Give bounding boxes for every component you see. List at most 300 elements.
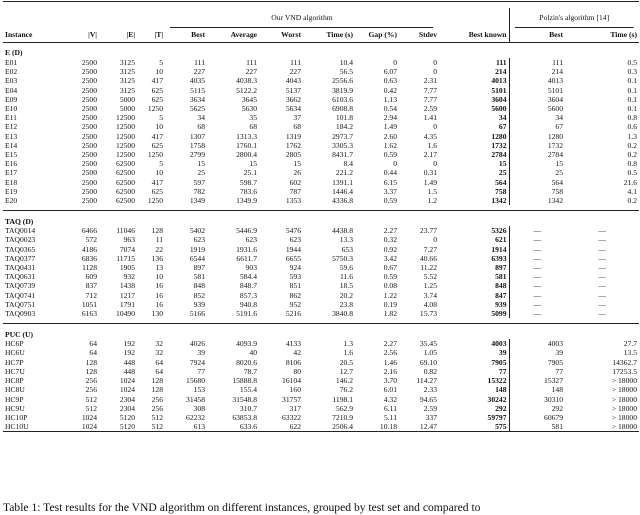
table-cell: — <box>533 281 542 291</box>
table-cell: 128 <box>151 226 163 236</box>
table-cell: 1.82 <box>383 309 397 319</box>
table-cell: 4038.3 <box>236 76 257 86</box>
table-cell: 5216 <box>285 309 301 319</box>
table-cell: 77 <box>197 366 205 376</box>
table-cell: 2500 <box>81 76 97 86</box>
column-header: Best known <box>439 28 509 43</box>
table-cell: 625 <box>151 186 163 196</box>
table-cell: E01 <box>5 58 18 67</box>
table-cell: 62500 <box>116 186 135 196</box>
table-cell: 37 <box>293 113 301 123</box>
table-cell: — <box>533 290 542 300</box>
table-cell: 1.25 <box>423 281 437 291</box>
table-cell: — <box>598 309 606 319</box>
table-cell: 2556.6 <box>332 76 353 86</box>
column-header-row <box>3 28 639 43</box>
table-cell: HC6U <box>5 348 25 358</box>
table-cell: E18 <box>5 177 18 187</box>
table-cell: — <box>598 281 606 291</box>
table-row <box>3 235 639 244</box>
table-cell: 564 <box>551 177 563 187</box>
table-cell: 5000 <box>119 104 135 114</box>
table-cell: > 18000 <box>611 394 637 404</box>
table-cell: 1250 <box>147 196 163 206</box>
table-cell: 5099 <box>439 309 509 318</box>
table-cell: > 18000 <box>565 422 639 432</box>
table-cell: 12500 <box>116 150 135 160</box>
table-cell: 0.59 <box>383 196 397 206</box>
table-cell: 15327 <box>544 376 563 386</box>
table-cell: 2500 <box>81 150 97 160</box>
table-cell: 512 <box>85 394 97 404</box>
table-cell: 623 <box>289 235 301 245</box>
table-cell: 622 <box>259 422 303 432</box>
table-cell: 4.35 <box>423 131 437 141</box>
table-cell: — <box>533 299 542 309</box>
table-cell: 6908.8 <box>332 104 353 114</box>
table-cell: 3840.8 <box>332 309 353 319</box>
table-cell: 0.8 <box>627 159 637 169</box>
table-cell: 851 <box>289 281 301 291</box>
table-cell: 0 <box>393 159 397 169</box>
table-cell: 0.2 <box>627 140 637 150</box>
table-cell: 62500 <box>116 168 135 178</box>
table-cell: 337 <box>425 412 437 422</box>
table-cell: 564 <box>439 178 509 187</box>
table-cell: TAQ0903 <box>5 309 36 319</box>
table-cell: 0.5 <box>627 58 637 67</box>
table-cell: 292 <box>551 403 563 413</box>
table-cell: 148 <box>551 385 563 395</box>
table-cell: 3819.9 <box>332 85 353 95</box>
table-cell: 0.5 <box>627 168 637 178</box>
results-table-container <box>3 1 639 514</box>
table-cell: 572 <box>85 235 97 245</box>
table-caption: Table 1: Test results for the VND algorithm on different instances, grouped by test set and compared to <box>3 501 481 514</box>
table-cell: 0 <box>433 58 437 67</box>
table-cell: TAQ0741 <box>5 290 36 300</box>
table-cell: 308 <box>193 403 205 413</box>
table-cell: 17253.5 <box>612 366 637 376</box>
table-cell: 448 <box>123 357 135 367</box>
table-row <box>3 367 639 376</box>
table-cell: 15 <box>249 159 257 169</box>
table-cell: 27.7 <box>623 339 637 349</box>
table-cell: 1217 <box>119 290 135 300</box>
table-cell: 5476 <box>285 226 301 236</box>
table-cell: 862 <box>289 290 301 300</box>
table-cell: 2500 <box>81 122 97 132</box>
table-cell: 64 <box>155 357 163 367</box>
table-cell: — <box>598 299 606 309</box>
table-cell: 613 <box>165 422 207 432</box>
table-cell: 5600 <box>547 104 563 114</box>
table-cell: 34 <box>555 113 563 123</box>
table-cell: 3.42 <box>383 253 397 263</box>
table-cell: — <box>533 309 542 319</box>
table-cell: 40.66 <box>419 253 437 263</box>
table-cell: 155.4 <box>239 385 257 395</box>
table-cell: 35 <box>249 113 257 123</box>
table-cell: 10 <box>155 122 163 132</box>
table-cell: 1128 <box>82 263 97 273</box>
table-cell: 903 <box>245 263 257 273</box>
table-cell: 5101 <box>547 85 563 95</box>
table-cell: 13.3 <box>339 235 353 245</box>
table-cell: 5634 <box>285 104 301 114</box>
table-cell: 4003 <box>547 339 563 349</box>
table-cell: 625 <box>151 94 163 104</box>
column-header: Worst <box>259 28 303 43</box>
table-cell: 136 <box>151 253 163 263</box>
table-cell: 897 <box>193 263 205 273</box>
section-title-row <box>3 329 639 339</box>
table-cell: 5137 <box>285 85 301 95</box>
table-cell: 8.4 <box>343 159 353 169</box>
table-cell: 1.22 <box>383 290 397 300</box>
table-cell: 15322 <box>439 376 509 385</box>
table-cell: 20.5 <box>339 357 353 367</box>
table-cell: 5402 <box>189 226 205 236</box>
table-cell: 0.54 <box>383 104 397 114</box>
table-cell: 32 <box>155 348 163 358</box>
table-cell: 2799 <box>189 150 205 160</box>
table-cell: 848.7 <box>239 281 257 291</box>
table-cell: 2500 <box>81 140 97 150</box>
table-row <box>3 58 639 67</box>
table-cell: E14 <box>5 140 18 150</box>
table-cell: 2500 <box>81 85 97 95</box>
table-cell: 417 <box>151 76 163 86</box>
table-cell: 0.63 <box>383 76 397 86</box>
table-cell: 8431.7 <box>332 150 353 160</box>
table-cell: HC7U <box>5 366 25 376</box>
table-cell: 2500 <box>81 168 97 178</box>
table-cell: 2973.7 <box>332 131 353 141</box>
polzin-group-header: Polzin's algorithm [14] <box>509 8 639 28</box>
table-cell: E20 <box>5 196 18 206</box>
table-cell: 952 <box>289 299 301 309</box>
table-cell: — <box>533 244 542 254</box>
table-cell: 1.2 <box>427 196 437 206</box>
table-cell: 12500 <box>116 122 135 132</box>
table-cell: 2.31 <box>423 76 437 86</box>
table-cell: > 18000 <box>611 403 637 413</box>
table-cell: E13 <box>5 131 18 141</box>
table-cell: 1250 <box>147 150 163 160</box>
table-cell: 417 <box>151 131 163 141</box>
table-cell: HC10U <box>3 422 65 432</box>
table-row <box>3 339 639 348</box>
table-cell: 6393 <box>439 254 509 263</box>
table-row <box>3 196 639 205</box>
table-cell: E19 <box>5 186 18 196</box>
table-cell: 5191.6 <box>236 309 257 319</box>
table-cell: 3645 <box>241 94 257 104</box>
table-cell: 1.46 <box>383 357 397 367</box>
table-cell: 0.2 <box>627 196 637 206</box>
table-cell: 0 <box>433 235 437 245</box>
table-cell: 0.42 <box>383 85 397 95</box>
table-cell: 5166 <box>189 309 205 319</box>
table-cell: 4.08 <box>423 299 437 309</box>
table-cell: 3604 <box>547 94 563 104</box>
table-cell: 64 <box>89 339 97 349</box>
table-cell: — <box>533 263 542 273</box>
table-cell: 581 <box>509 422 565 432</box>
table-cell: 1758 <box>189 140 205 150</box>
table-cell: 22 <box>155 244 163 254</box>
table-row <box>3 358 639 367</box>
table-cell: 2.60 <box>383 131 397 141</box>
table-cell: 2506.4 <box>303 422 355 432</box>
table-cell: 2.59 <box>423 403 437 413</box>
table-row <box>3 178 639 187</box>
table-cell: 76.2 <box>339 385 353 395</box>
table-cell: 67 <box>555 122 563 132</box>
table-cell: 1.6 <box>343 348 353 358</box>
section-title: TAQ (D) <box>5 216 34 226</box>
table-cell: 31548.8 <box>232 394 257 404</box>
table-row <box>3 254 639 263</box>
table-cell: 114.27 <box>416 376 437 386</box>
table-row <box>3 300 639 309</box>
table-cell: 6163 <box>81 309 97 319</box>
table-cell: 0.1 <box>627 94 637 104</box>
table-cell: 0.32 <box>383 235 397 245</box>
table-cell: 4186 <box>81 244 97 254</box>
table-cell: 625 <box>151 85 163 95</box>
table-row <box>3 413 639 422</box>
table-cell: 4.1 <box>627 186 637 196</box>
table-cell: 4.32 <box>383 394 397 404</box>
table-cell: 5122.2 <box>236 85 257 95</box>
table-cell: 111 <box>290 58 301 67</box>
table-cell: 1.05 <box>423 348 437 358</box>
group-header-row <box>3 8 639 28</box>
table-cell: 1024 <box>119 385 135 395</box>
table-cell: 77 <box>439 367 509 376</box>
table-cell: > 18000 <box>611 412 637 422</box>
table-cell: E15 <box>5 150 18 160</box>
table-cell: 7.27 <box>423 244 437 254</box>
table-cell: TAQ0365 <box>5 244 36 254</box>
column-header: Best <box>165 28 207 43</box>
table-cell: 4013 <box>547 76 563 86</box>
table-cell: 59797 <box>439 413 509 422</box>
table-row <box>3 86 639 95</box>
table-cell: 221.2 <box>335 168 353 178</box>
table-cell: 939 <box>193 299 205 309</box>
table-cell: 5.52 <box>423 272 437 282</box>
table-cell: 4438.8 <box>332 226 353 236</box>
table-cell: 2.27 <box>383 339 397 349</box>
table-cell: 10.18 <box>355 422 399 432</box>
table-row <box>3 291 639 300</box>
table-cell: 0.59 <box>383 272 397 282</box>
table-cell: 128 <box>151 376 163 386</box>
table-cell: 317 <box>289 403 301 413</box>
table-cell: 256 <box>151 403 163 413</box>
table-cell: 3634 <box>189 94 205 104</box>
table-cell: 6103.6 <box>332 94 353 104</box>
table-cell: 2500 <box>81 159 97 169</box>
table-cell: 2800.4 <box>236 150 257 160</box>
table-cell: HC9P <box>5 394 24 404</box>
table-cell: 5101 <box>439 86 509 95</box>
table-cell: 1732 <box>547 140 563 150</box>
table-cell: 939 <box>439 300 509 309</box>
table-cell: 2500 <box>81 113 97 123</box>
table-cell: — <box>533 226 542 236</box>
table-cell: 148 <box>439 385 509 394</box>
table-cell: 448 <box>123 366 135 376</box>
table-cell: 1342 <box>439 196 509 205</box>
table-cell: 0.08 <box>383 281 397 291</box>
table-row <box>3 376 639 385</box>
table-cell: 5000 <box>119 94 135 104</box>
table-cell: 3305.3 <box>332 140 353 150</box>
table-cell: 1791 <box>119 299 135 309</box>
table-cell: 6611.7 <box>236 253 257 263</box>
table-cell: 30242 <box>439 395 509 404</box>
table-cell: 130 <box>151 309 163 319</box>
table-cell: 2.56 <box>383 348 397 358</box>
table-cell: 1349 <box>189 196 205 206</box>
table-cell: 1.6 <box>427 140 437 150</box>
table-cell: 0.8 <box>627 113 637 123</box>
table-cell: 39 <box>555 348 563 358</box>
table-row <box>3 281 639 290</box>
table-cell: 1.41 <box>423 113 437 123</box>
column-header: Instance <box>3 28 65 43</box>
column-header: Best <box>509 28 565 43</box>
table-cell: 63853.8 <box>232 412 257 422</box>
table-cell: 1914 <box>439 245 509 254</box>
table-cell: 227 <box>289 67 301 77</box>
table-row <box>3 187 639 196</box>
table-cell: 68 <box>197 122 205 132</box>
table-cell: 62500 <box>116 177 135 187</box>
table-cell: 0.19 <box>383 299 397 309</box>
table-cell: 6.15 <box>383 177 397 187</box>
table-cell: 1024 <box>81 412 97 422</box>
table-cell: 897 <box>439 263 509 272</box>
table-cell: 0.59 <box>383 150 397 160</box>
table-row <box>3 395 639 404</box>
table-row <box>3 245 639 254</box>
table-cell: 5115 <box>190 85 205 95</box>
table-cell: 11.22 <box>420 263 437 273</box>
table-cell: 68 <box>293 122 301 132</box>
table-cell: 7.77 <box>423 94 437 104</box>
table-row <box>3 76 639 85</box>
table-cell: 16 <box>155 281 163 291</box>
table-cell: 512 <box>137 422 165 432</box>
table-cell: 6.07 <box>383 67 397 77</box>
table-cell: 7905 <box>439 358 509 367</box>
table-cell: 160 <box>289 385 301 395</box>
table-cell: 1198.1 <box>332 394 353 404</box>
table-cell: 1313.3 <box>236 131 257 141</box>
table-cell: 0.6 <box>627 122 637 132</box>
table-cell: 0.31 <box>423 168 437 178</box>
table-cell: 940.8 <box>239 299 257 309</box>
vnd-group-header: Our VND algorithm <box>165 8 439 28</box>
table-cell: 3125 <box>119 85 135 95</box>
table-cell: 7.77 <box>423 85 437 95</box>
table-cell: 1762 <box>285 140 301 150</box>
table-cell: 1353 <box>285 196 301 206</box>
table-row <box>3 132 639 141</box>
table-cell: — <box>533 235 542 245</box>
table-row <box>3 104 639 113</box>
table-cell: 16 <box>155 290 163 300</box>
table-row <box>3 226 639 235</box>
column-header: Stdev <box>399 28 439 43</box>
table-row <box>3 141 639 150</box>
table-cell: 3125 <box>119 58 135 67</box>
table-cell: 128 <box>85 366 97 376</box>
table-cell: 653 <box>341 244 353 254</box>
table-cell: 0.3 <box>627 67 637 77</box>
column-header: Average <box>207 28 259 43</box>
table-cell: 10 <box>155 168 163 178</box>
table-cell: 609 <box>85 272 97 282</box>
table-cell: 31757 <box>282 394 301 404</box>
table-cell: 10.4 <box>339 58 353 67</box>
column-header: |E| <box>99 28 137 43</box>
table-cell: 848 <box>439 281 509 290</box>
table-cell: 18.5 <box>339 281 353 291</box>
table-cell: 10 <box>155 67 163 77</box>
table-cell: 26 <box>293 168 301 178</box>
table-cell: 2500 <box>81 67 97 77</box>
table-cell: 1.49 <box>383 122 397 132</box>
table-cell: 847 <box>439 291 509 300</box>
table-cell: 1944 <box>285 244 301 254</box>
table-cell: 111 <box>246 58 257 67</box>
table-cell: 5120 <box>99 422 137 432</box>
table-cell: 2500 <box>81 177 97 187</box>
table-cell: 184.2 <box>335 122 353 132</box>
table-cell: 7924 <box>189 357 205 367</box>
table-cell: 5600 <box>439 104 509 113</box>
table-cell: 10490 <box>116 309 135 319</box>
table-cell: 1732 <box>439 141 509 150</box>
table-cell: — <box>598 290 606 300</box>
table-cell: 227 <box>245 67 257 77</box>
table-cell: 1250 <box>147 104 163 114</box>
table-cell: 13 <box>155 263 163 273</box>
table-cell: — <box>598 253 606 263</box>
table-cell: 2500 <box>81 131 97 141</box>
table-cell: 0 <box>393 58 397 67</box>
table-cell: 2.33 <box>423 385 437 395</box>
table-cell: 80 <box>293 366 301 376</box>
table-cell: 0.67 <box>383 263 397 273</box>
table-cell: 146.2 <box>335 376 353 386</box>
table-row <box>3 385 639 394</box>
table-cell: 310.7 <box>239 403 257 413</box>
section-title-row <box>3 216 639 226</box>
table-cell: 128 <box>151 385 163 395</box>
table-cell: 2.59 <box>423 104 437 114</box>
column-header: |T| <box>137 28 165 43</box>
table-cell: 214 <box>439 67 509 76</box>
table-cell: — <box>598 244 606 254</box>
table-cell: 857.3 <box>239 290 257 300</box>
